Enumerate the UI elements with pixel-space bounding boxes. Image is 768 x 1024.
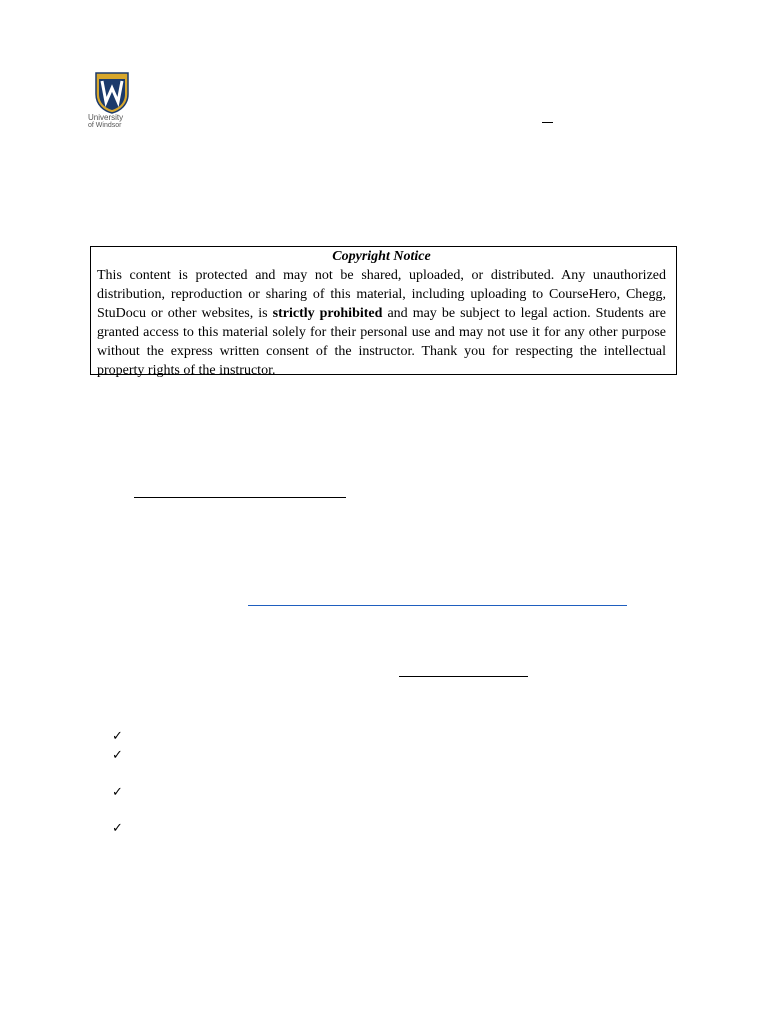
copyright-notice-body [97,266,666,380]
logo-university-label: University [88,113,124,122]
checkmark-icon: ✓ [112,748,123,763]
checkmark-icon: ✓ [112,729,123,744]
logo-text [88,114,136,130]
copyright-notice-box [90,246,677,378]
copyright-text-part-2: and may be subject to legal action. Students are granted access to this material solely for their personal use and may not use it for any other purpose without the express written consent of the instructor. Thank you for respecting the intellectual property rights of the instructor. [97,306,667,378]
university-logo [88,72,136,136]
header-dash [542,122,553,123]
blank-underline-2 [399,676,528,677]
hyperlink-underline[interactable] [248,605,627,606]
blank-underline-1 [134,497,346,498]
logo-windsor-label: of Windsor [88,122,122,129]
checkmark-icon: ✓ [112,821,123,836]
copyright-text-part-1: This content is protected and may not be shared, uploaded, or distributed. Any unauthorized distribution, reproduction or sharing of this material, including uploading to CourseHero, Chegg, StuDocu or other websites, is [97,268,666,321]
copyright-prohibited-text: strictly prohibited [272,306,383,321]
checkmark-icon: ✓ [112,785,123,800]
copyright-notice-title: Copyright Notice [332,249,431,264]
university-crest-icon [88,72,136,114]
